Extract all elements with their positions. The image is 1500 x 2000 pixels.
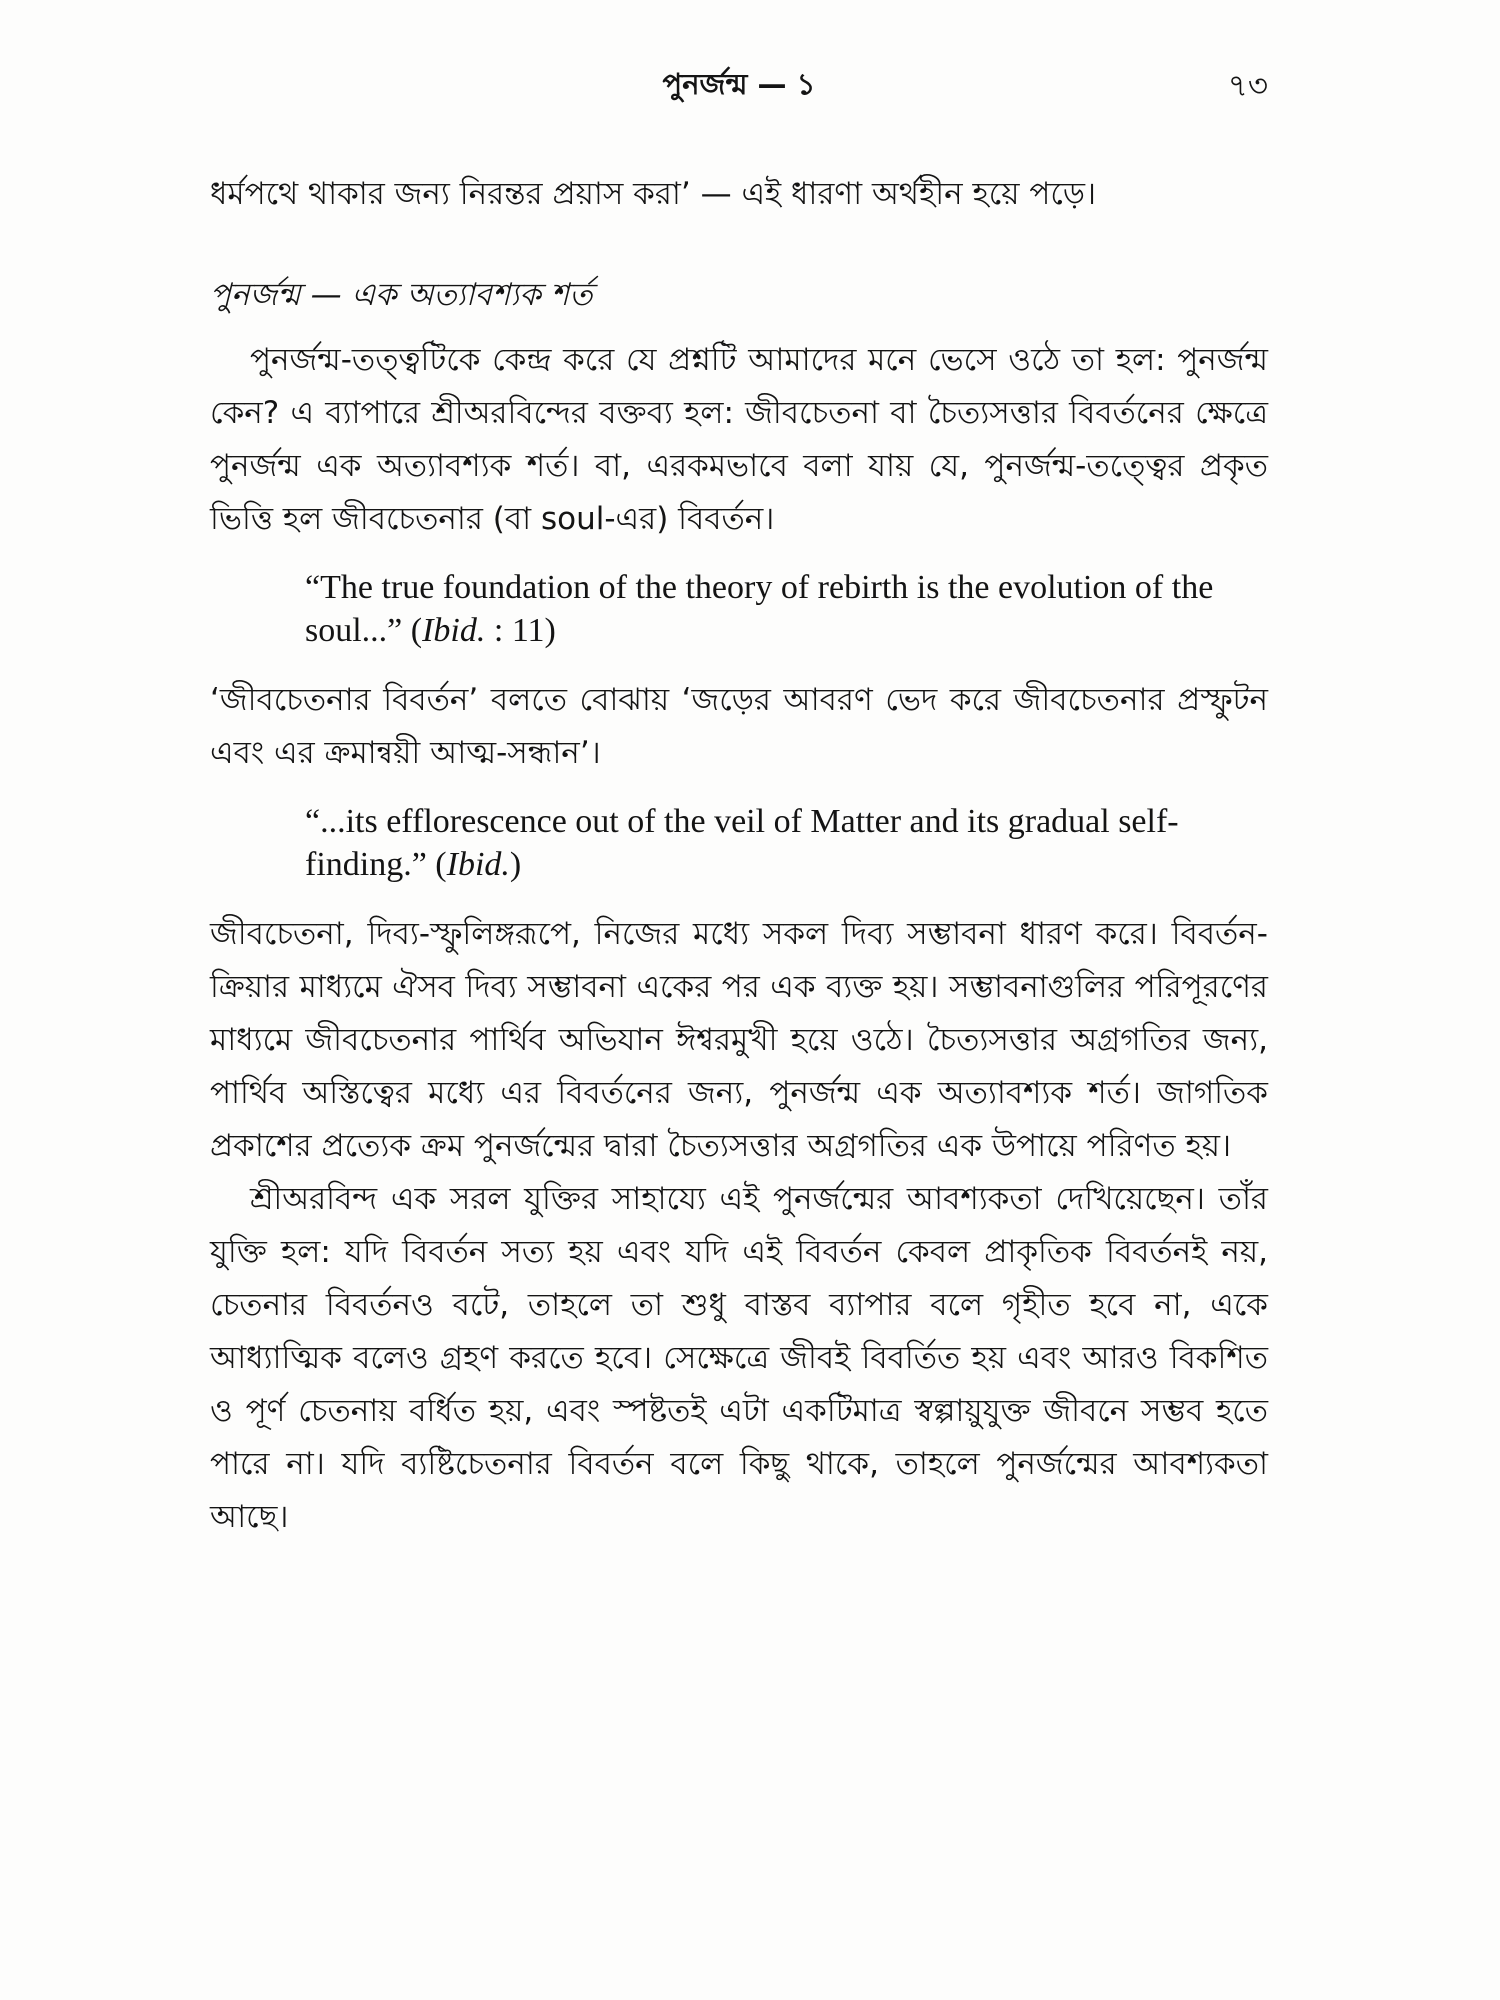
quote-citation: Ibid. bbox=[422, 612, 486, 649]
paragraph-soul-evolution: ‘জীবচেতনার বিবর্তন’ বলতে বোঝায় ‘জড়ের আবরণ ভেদ করে জীবচেতনার প্রস্ফুটন এবং এর ক্রমান্বয়ী আত্ম-সন্ধান’। bbox=[210, 682, 1268, 771]
quote-citation-tail: : 11) bbox=[485, 612, 556, 649]
section-heading: পুনর্জন্ম — এক অত্যাবশ্যক শর্ত bbox=[210, 277, 593, 313]
block-quote-efflorescence bbox=[305, 800, 1268, 886]
quote-text: “...its efflorescence out of the veil of Matter and its gradual self-finding.” ( bbox=[305, 803, 1179, 883]
paragraph-rebirth-question: পুনর্জন্ম-তত্ত্বটিকে কেন্দ্র করে যে প্রশ্নটি আমাদের মনে ভেসে ওঠে তা হল: পুনর্জন্ম কেন? এ ব্যাপারে শ্রীঅরবিন্দের বক্তব্য হল: জীবচেতনা বা চৈত্যসত্তার বিবর্তনের ক্ষেত্রে পুনর্জন্ম এক অত্যাবশ্যক শর্ত। বা, এরকমভাবে বলা যায় যে, পুনর্জন্ম-তত্ত্বের প্রকৃত ভিত্তি হল জীবচেতনার (বা soul-এর) বিবর্তন। bbox=[210, 342, 1268, 537]
paragraph-sri-aurobindo-argument: শ্রীঅরবিন্দ এক সরল যুক্তির সাহায্যে এই পুনর্জন্মের আবশ্যকতা দেখিয়েছেন। তাঁর যুক্তি হল: যদি বিবর্তন সত্য হয় এবং যদি এই বিবর্তন কেবল প্রাকৃতিক বিবর্তনই নয়, চেতনার বিবর্তনও বটে, তাহলে তা শুধু বাস্তব ব্যাপার বলে গৃহীত হবে না, একে আধ্যাত্মিক বলেও গ্রহণ করতে হবে। সেক্ষেত্রে জীবই বিবর্তিত হয় এবং আরও বিকশিত ও পূর্ণ চেতনায় বর্ধিত হয়, এবং স্পষ্টতই এটা একটিমাত্র স্বল্পায়ুযুক্ত জীবনে সম্ভব হতে পারে না। যদি ব্যষ্টিচেতনার বিবর্তন বলে কিছু থাকে, তাহলে পুনর্জন্মের আবশ্যকতা আছে। bbox=[210, 1181, 1268, 1535]
paragraph-continuation: ধর্মপথে থাকার জন্য নিরন্তর প্রয়াস করা’ — এই ধারণা অর্থহীন হয়ে পড়ে। bbox=[210, 176, 1097, 212]
quote-citation-tail: ) bbox=[509, 846, 522, 883]
page-header bbox=[210, 62, 1268, 112]
quote-citation: Ibid. bbox=[446, 846, 510, 883]
quote-text: “The true foundation of the theory of rebirth is the evolution of the soul...” ( bbox=[305, 569, 1214, 649]
page-number: ৭৩ bbox=[1227, 68, 1268, 104]
paragraph-divine-spark: জীবচেতনা, দিব্য-স্ফুলিঙ্গরূপে, নিজের মধ্যে সকল দিব্য সম্ভাবনা ধারণ করে। বিবর্তন-ক্রিয়ার মাধ্যমে ঐসব দিব্য সম্ভাবনা একের পর এক ব্যক্ত হয়। সম্ভাবনাগুলির পরিপূরণের মাধ্যমে জীবচেতনার পার্থিব অভিযান ঈশ্বরমুখী হয়ে ওঠে। চৈত্যসত্তার অগ্রগতির জন্য, পার্থিব অস্তিত্বের মধ্যে এর বিবর্তনের জন্য, পুনর্জন্ম এক অত্যাবশ্যক শর্ত। জাগতিক প্রকাশের প্রত্যেক ক্রম পুনর্জন্মের দ্বারা চৈত্যসত্তার অগ্রগতির এক উপায়ে পরিণত হয়। bbox=[210, 916, 1268, 1164]
running-title: পুনর্জন্ম — ১ bbox=[662, 67, 816, 101]
block-quote-foundation bbox=[305, 566, 1268, 652]
page-body bbox=[210, 168, 1268, 1544]
